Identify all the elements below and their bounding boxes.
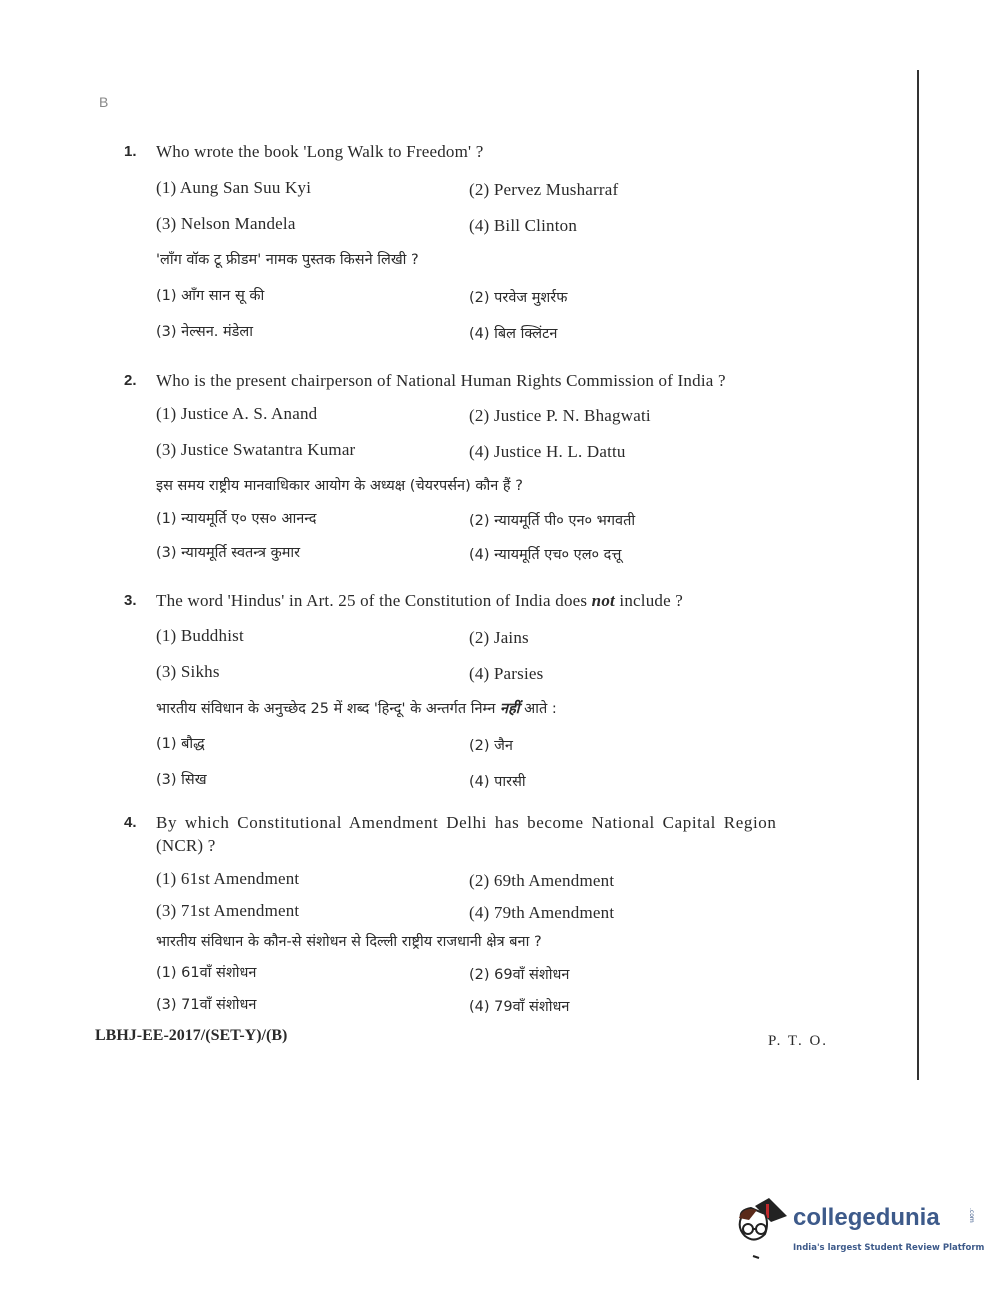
question-text-hi: [156, 932, 542, 952]
logo-suffix: .com: [968, 1208, 975, 1223]
option-en: (4) Parsies: [469, 664, 544, 683]
option-en: (1) Justice A. S. Anand: [156, 404, 318, 423]
question-segment: 'लॉंग वॉक टू फ्रीडम' नामक पुस्तक किसने लिखी ?: [156, 252, 419, 268]
question-text-hi: [156, 250, 419, 270]
collegedunia-logo: [735, 1196, 985, 1266]
option-hi: (3) नेल्सन. मंडेला: [156, 324, 253, 340]
option-en: (1) 61st Amendment: [156, 869, 300, 888]
set-label: B: [99, 94, 109, 110]
option-en: (2) Pervez Musharraf: [469, 180, 619, 199]
option-hi: (3) न्यायमूर्ति स्वतन्त्र कुमार: [156, 545, 301, 561]
question-segment: आते :: [519, 701, 557, 717]
question-text-en-cont: (NCR) ?: [156, 836, 216, 855]
question-text-en: [156, 813, 777, 833]
option-hi: (4) न्यायमूर्ति एच० एल० दत्तू: [469, 547, 622, 563]
paper-code: LBHJ-EE-2017/(SET-Y)/(B): [95, 1027, 288, 1044]
option-hi: (3) 71वाँ संशोधन: [156, 997, 257, 1013]
pto-label: P. T. O.: [768, 1033, 829, 1049]
option-en: (2) 69th Amendment: [469, 871, 615, 890]
option-hi: (1) आँग सान सू की: [156, 288, 265, 304]
option-en: (2) Justice P. N. Bhagwati: [469, 406, 651, 425]
question-number: 4.: [124, 814, 137, 831]
margin-line: [917, 70, 919, 1080]
question-segment: इस समय राष्ट्रीय मानवाधिकार आयोग के अध्यक्ष (चेयरपर्सन) कौन हैं ?: [156, 478, 523, 494]
option-hi: (1) 61वाँ संशोधन: [156, 965, 257, 981]
question-number: 2.: [124, 372, 137, 389]
question-number: 3.: [124, 592, 137, 609]
option-en: (4) Bill Clinton: [469, 216, 578, 235]
question-segment: भारतीय संविधान के अनुच्छेद 25 में शब्द 'हिन्दू' के अन्तर्गत निम्न: [156, 701, 501, 717]
question-text-en: [156, 371, 726, 391]
option-en: (1) Buddhist: [156, 626, 244, 645]
question-segment: include ?: [614, 591, 684, 610]
question-text-hi: [156, 476, 523, 496]
question-segment: The word 'Hindus' in Art. 25 of the Constitution of India does: [156, 591, 592, 610]
question-segment: By which Constitutional Amendment Delhi has become National Capital Region: [156, 813, 777, 832]
emphasis-text: नहीं: [500, 701, 520, 717]
logo-wordmark: collegedunia: [793, 1204, 940, 1231]
question-segment: Who wrote the book 'Long Walk to Freedom' ?: [156, 142, 484, 161]
emphasis-text: not: [591, 591, 615, 610]
question-number: 1.: [124, 143, 137, 160]
option-hi: (4) पारसी: [469, 774, 526, 790]
option-hi: (1) न्यायमूर्ति ए० एस० आनन्द: [156, 511, 317, 527]
option-en: (4) Justice H. L. Dattu: [469, 442, 626, 461]
option-hi: (2) 69वाँ संशोधन: [469, 967, 570, 983]
option-en: (3) Sikhs: [156, 662, 220, 681]
question-text-en: [156, 142, 483, 162]
mascot-icon: [735, 1196, 793, 1266]
question-segment: Who is the present chairperson of National Human Rights Commission of India ?: [156, 371, 726, 390]
option-en: (4) 79th Amendment: [469, 903, 615, 922]
option-en: (3) 71st Amendment: [156, 901, 300, 920]
option-hi: (2) न्यायमूर्ति पी० एन० भगवती: [469, 513, 636, 529]
option-hi: (4) 79वाँ संशोधन: [469, 999, 570, 1015]
option-en: (2) Jains: [469, 628, 529, 647]
option-en: (3) Nelson Mandela: [156, 214, 296, 233]
option-en: (1) Aung San Suu Kyi: [156, 178, 312, 197]
option-hi: (3) सिख: [156, 772, 207, 788]
logo-tagline: India's largest Student Review Platform: [793, 1243, 985, 1253]
option-hi: (2) परवेज मुशर्रफ: [469, 290, 568, 306]
question-segment: भारतीय संविधान के कौन-से संशोधन से दिल्ली राष्ट्रीय राजधानी क्षेत्र बना ?: [156, 934, 542, 950]
option-hi: (4) बिल क्लिंटन: [469, 326, 558, 342]
option-hi: (1) बौद्ध: [156, 736, 205, 752]
option-hi: (2) जैन: [469, 738, 513, 754]
question-text-hi: [156, 699, 557, 719]
option-en: (3) Justice Swatantra Kumar: [156, 440, 356, 459]
question-text-en: [156, 591, 683, 611]
